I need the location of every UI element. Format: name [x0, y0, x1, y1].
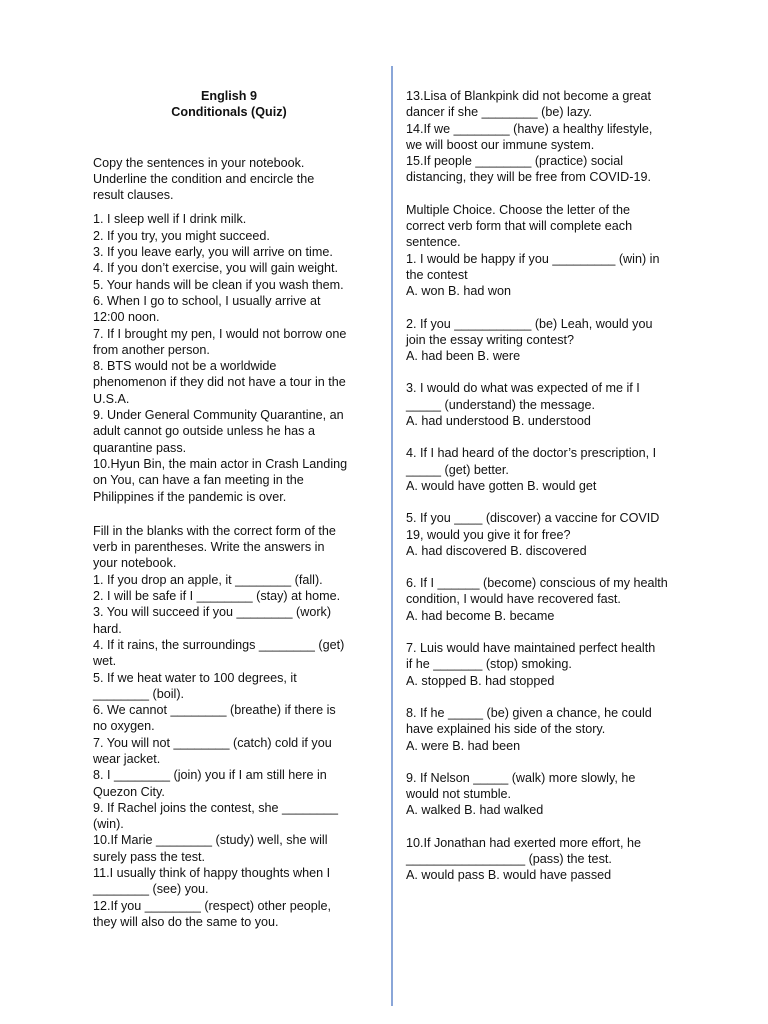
sentence-line: 1. I sleep well if I drink milk.: [93, 212, 247, 227]
fill-blank-line: 14.If we ________ (have) a healthy lifestyle,: [406, 121, 653, 136]
mc-question-2: [406, 316, 678, 365]
mc-question-4: [406, 445, 678, 494]
sentence-line: quarantine pass.: [93, 440, 187, 455]
question-line: have explained his side of the story.: [406, 722, 606, 737]
fill-blank-line: 4. If it rains, the surroundings ________ (get): [93, 637, 345, 652]
fill-blank-line: 13.Lisa of Blankpink did not become a great: [406, 89, 652, 103]
sentence-line: adult cannot go outside unless he has a: [93, 424, 315, 439]
fill-blank-line: 15.If people ________ (practice) social: [406, 154, 624, 169]
mc-question-7: [406, 640, 678, 689]
mc-question-5: [406, 510, 678, 559]
instruction-line: Underline the condition and encircle the: [93, 171, 315, 186]
sentence-line: phenomenon if they did not have a tour in the: [93, 375, 346, 390]
answer-choices: A. were B. had been: [406, 738, 521, 753]
question-line: _____ (get) better.: [406, 462, 509, 477]
sentence-line: from another person.: [93, 342, 210, 357]
fill-blank-line: 12.If you ________ (respect) other people,: [93, 898, 332, 913]
fill-blank-line: 1. If you drop an apple, it ________ (fall).: [93, 572, 323, 587]
left-column: [93, 88, 365, 930]
mc-question-1: [406, 251, 678, 300]
part2-instructions: [93, 523, 365, 572]
question-line: 1. I would be happy if you _________ (win) in: [406, 251, 660, 266]
fill-blank-line: they will also do the same to you.: [93, 914, 279, 929]
sentence-line: 2. If you try, you might succeed.: [93, 228, 270, 243]
fill-blank-line: dancer if she ________ (be) lazy.: [406, 105, 592, 120]
part3-instructions: [406, 202, 678, 251]
right-column: [406, 88, 678, 884]
fill-blank-line: no oxygen.: [93, 719, 155, 734]
fill-blank-line: 8. I ________ (join) you if I am still here in: [93, 768, 327, 783]
sentence-line: 10.Hyun Bin, the main actor in Crash Landing: [93, 456, 348, 471]
sentence-line: 7. If I brought my pen, I would not borrow one: [93, 326, 347, 341]
instruction-line: verb in parentheses. Write the answers in: [93, 540, 325, 555]
question-line: 19, would you give it for free?: [406, 527, 571, 542]
question-line: 9. If Nelson _____ (walk) more slowly, he: [406, 770, 636, 785]
answer-choices: A. would have gotten B. would get: [406, 478, 597, 493]
question-line: 6. If I ______ (become) conscious of my health: [406, 576, 668, 591]
sentence-line: 12:00 noon.: [93, 310, 160, 325]
fill-blank-line: distancing, they will be free from COVID-19.: [406, 170, 651, 185]
sentence-line: 5. Your hands will be clean if you wash them.: [93, 277, 344, 292]
sentence-line: 9. Under General Community Quarantine, an: [93, 408, 344, 423]
mc-question-10: [406, 835, 678, 884]
question-line: 8. If he _____ (be) given a chance, he could: [406, 705, 652, 720]
mc-question-6: [406, 575, 678, 624]
quiz-title: Conditionals (Quiz): [171, 105, 287, 120]
sentence-line: 3. If you leave early, you will arrive on time.: [93, 245, 333, 260]
mc-question-8: [406, 705, 678, 754]
sentence-line: 6. When I go to school, I usually arrive at: [93, 293, 321, 308]
question-line: join the essay writing contest?: [406, 332, 575, 347]
instruction-line: result clauses.: [93, 188, 174, 203]
fill-blank-line: ________ (boil).: [93, 686, 185, 701]
question-line: would not stumble.: [406, 787, 512, 802]
answer-choices: A. had become B. became: [406, 608, 555, 623]
answer-choices: A. would pass B. would have passed: [406, 868, 612, 883]
question-line: 10.If Jonathan had exerted more effort, he: [406, 835, 642, 850]
fill-blank-line: 9. If Rachel joins the contest, she ________: [93, 800, 339, 815]
answer-choices: A. stopped B. had stopped: [406, 673, 555, 688]
part2-items: [93, 572, 365, 931]
fill-blank-line: ________ (see) you.: [93, 882, 209, 897]
fill-blank-line: surely pass the test.: [93, 849, 205, 864]
question-line: _________________ (pass) the test.: [406, 851, 612, 866]
mc-question-9: [406, 770, 678, 819]
part1-items: [93, 211, 365, 504]
sentence-line: 4. If you don’t exercise, you will gain weight.: [93, 261, 339, 276]
fill-blank-line: we will boost our immune system.: [406, 137, 595, 152]
question-line: the contest: [406, 267, 468, 282]
answer-choices: A. had been B. were: [406, 349, 521, 364]
fill-blank-line: 6. We cannot ________ (breathe) if there is: [93, 703, 336, 718]
answer-choices: A. had understood B. understood: [406, 414, 591, 429]
fill-blank-line: 2. I will be safe if I ________ (stay) at home.: [93, 589, 341, 604]
instruction-line: correct verb form that will complete each: [406, 219, 633, 234]
instruction-line: sentence.: [406, 235, 461, 250]
question-line: 7. Luis would have maintained perfect health: [406, 641, 656, 656]
question-line: 5. If you ____ (discover) a vaccine for COVID: [406, 511, 660, 526]
sentence-line: U.S.A.: [93, 391, 130, 406]
sentence-line: 8. BTS would not be a worldwide: [93, 359, 277, 374]
column-divider: [391, 66, 393, 1006]
fill-blank-line: 10.If Marie ________ (study) well, she will: [93, 833, 328, 848]
question-line: condition, I would have recovered fast.: [406, 592, 621, 607]
instruction-line: Fill in the blanks with the correct form of the: [93, 523, 336, 538]
fill-blank-line: hard.: [93, 621, 122, 636]
answer-choices: A. won B. had won: [406, 284, 512, 299]
instruction-line: Copy the sentences in your notebook.: [93, 155, 305, 170]
course-title: English 9: [201, 89, 257, 103]
fill-blank-line: 5. If we heat water to 100 degrees, it: [93, 670, 297, 685]
instruction-line: Multiple Choice. Choose the letter of the: [406, 202, 631, 217]
fill-blank-line: wet.: [93, 654, 117, 669]
question-line: 3. I would do what was expected of me if I: [406, 381, 640, 396]
fill-blank-line: Quezon City.: [93, 784, 165, 799]
question-line: 4. If I had heard of the doctor’s prescription, I: [406, 446, 657, 461]
fill-blank-line: 7. You will not ________ (catch) cold if you: [93, 735, 332, 750]
question-line: if he _______ (stop) smoking.: [406, 657, 572, 672]
part2-items-continued: [406, 88, 678, 186]
part1-instructions: [93, 155, 365, 204]
answer-choices: A. had discovered B. discovered: [406, 543, 587, 558]
question-line: _____ (understand) the message.: [406, 397, 596, 412]
sentence-line: Philippines if the pandemic is over.: [93, 489, 287, 504]
instruction-line: your notebook.: [93, 556, 177, 571]
fill-blank-line: 3. You will succeed if you ________ (work): [93, 605, 332, 620]
fill-blank-line: (win).: [93, 817, 124, 832]
answer-choices: A. walked B. had walked: [406, 803, 544, 818]
mc-question-3: [406, 380, 678, 429]
question-line: 2. If you ___________ (be) Leah, would you: [406, 316, 653, 331]
fill-blank-line: wear jacket.: [93, 751, 161, 766]
fill-blank-line: 11.I usually think of happy thoughts when I: [93, 866, 331, 881]
sentence-line: on You, can have a fan meeting in the: [93, 473, 304, 488]
